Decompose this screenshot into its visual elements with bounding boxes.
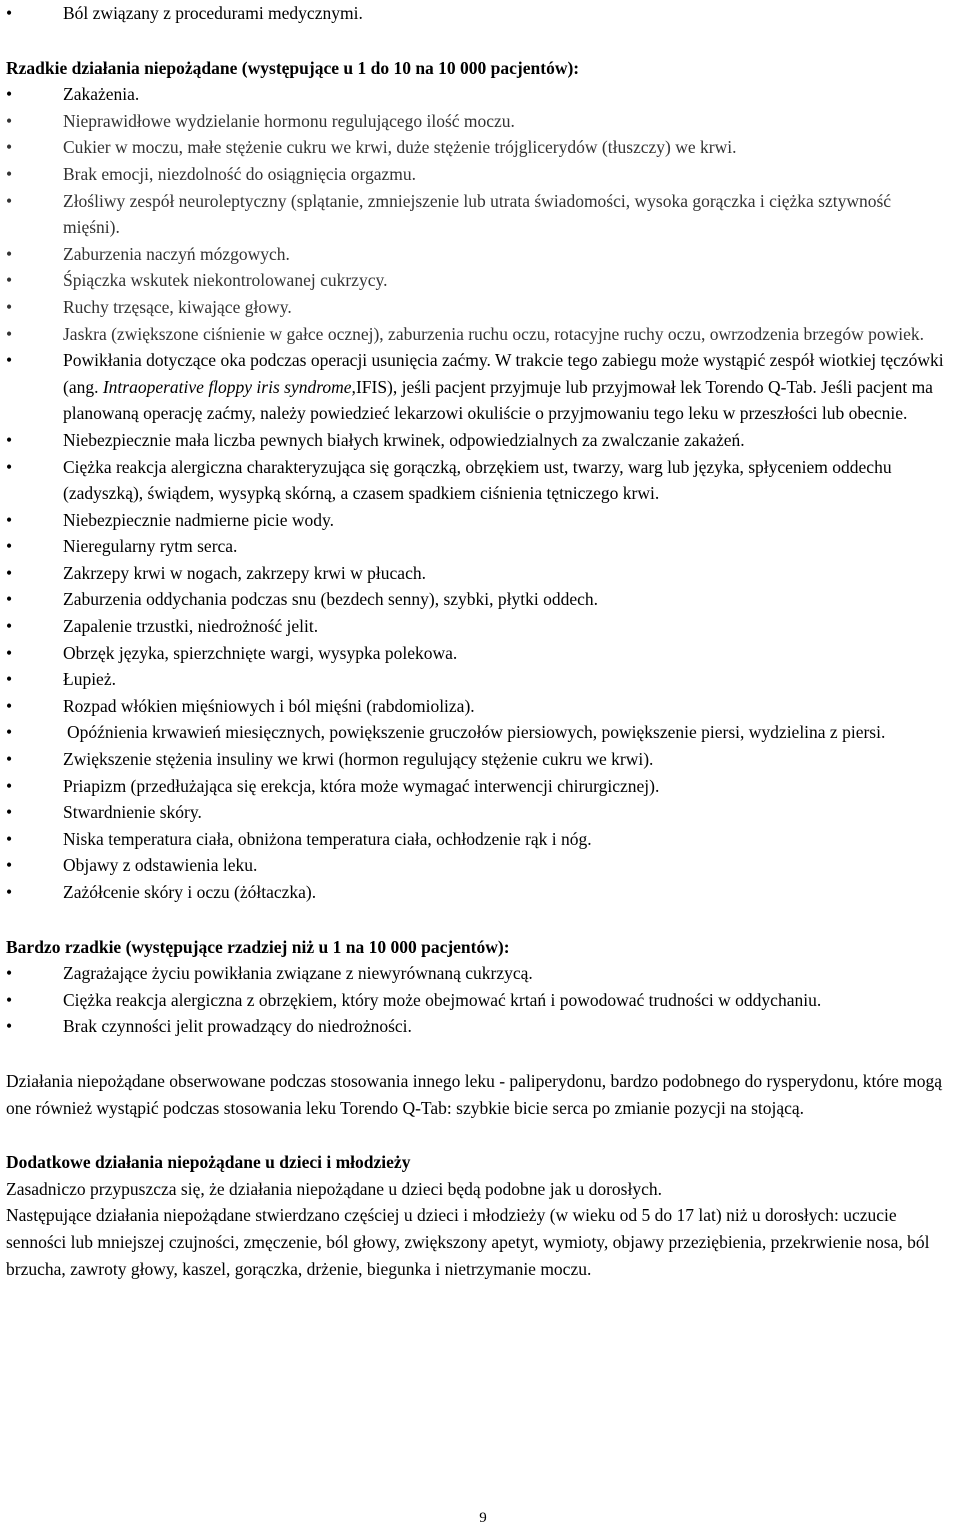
list-item: • Ból związany z procedurami medycznymi.	[0, 0, 960, 27]
list-item: • Objawy z odstawienia leku.	[0, 852, 960, 879]
list-item: • Obrzęk języka, spierzchnięte wargi, wysypka polekowa.	[0, 640, 960, 667]
ifis-text-italic: Intraoperative floppy iris syndrome,	[102, 376, 356, 397]
list-item: • Ruchy trzęsące, kiwające głowy.	[0, 294, 960, 321]
list-item: • Brak emocji, niezdolność do osiągnięcia orgazmu.	[0, 161, 960, 188]
list-item: • Zagrażające życiu powikłania związane z niewyrównaną cukrzycą.	[0, 960, 960, 987]
list-item: • Cukier w moczu, małe stężenie cukru we krwi, duże stężenie trójglicerydów (tłuszczy) we krwi.	[0, 134, 960, 161]
list-item: • Śpiączka wskutek niekontrolowanej cukrzycy.	[0, 267, 960, 294]
list-item: • Nieprawidłowe wydzielanie hormonu regulującego ilość moczu.	[0, 108, 960, 135]
list-item: • Zwiększenie stężenia insuliny we krwi (hormon regulujący stężenie cukru we krwi).	[0, 746, 960, 773]
bullet-list-very-rare	[0, 960, 960, 1040]
page-number: 9	[479, 1510, 487, 1526]
list-item: • Zakrzepy krwi w nogach, zakrzepy krwi w płucach.	[0, 560, 960, 587]
list-item: • Rozpad włókien mięśniowych i ból mięśni (rabdomioliza).	[0, 693, 960, 720]
children-paragraph-1: Zasadniczo przypuszcza się, że działania niepożądane u dzieci będą podobne jak u dorosłych.	[6, 1178, 662, 1199]
ifis-text-2: IFIS), jeśli pacjent przyjmuje lub przyjmował lek Torendo Q-Tab. Jeśli pacjent ma planowaną operację zaćmy, należy powiedzieć lekarzowi okuliście o przyjmowaniu tego leku w przeszłości lub obecnie.	[63, 376, 933, 424]
list-item: • Priapizm (przedłużająca się erekcja, która może wymagać interwencji chirurgicznej).	[0, 773, 960, 800]
list-item: • Złośliwy zespół neuroleptyczny (splątanie, zmniejszenie lub utrata świadomości, wysoka gorączka i ciężka sztywność mięśni).	[0, 188, 960, 241]
list-item: • Brak czynności jelit prowadzący do niedrożności.	[0, 1013, 960, 1040]
list-item: • Niska temperatura ciała, obniżona temperatura ciała, ochłodzenie rąk i nóg.	[0, 826, 960, 853]
ifis-text-1: Powikłania dotyczące oka podczas operacji usunięcia zaćmy. W trakcie tego zabiegu może wystąpić zespół wiotkiej tęczówki (ang.	[63, 350, 944, 397]
list-item: • Zaburzenia oddychania podczas snu (bezdech senny), szybki, płytki oddech.	[0, 586, 960, 613]
list-item: • Zaburzenia naczyń mózgowych.	[0, 241, 960, 268]
list-item: • Niebezpiecznie mała liczba pewnych białych krwinek, odpowiedzialnych za zwalczanie zakażeń.	[0, 427, 960, 454]
list-item: • Opóźnienia krwawień miesięcznych, powiększenie gruczołów piersiowych, powiększenie piersi, wydzielina z piersi.	[0, 719, 960, 746]
list-item: • Zażółcenie skóry i oczu (żółtaczka).	[0, 879, 960, 906]
list-item: • Zakażenia.	[0, 81, 960, 108]
list-item: • Niebezpiecznie nadmierne picie wody.	[0, 507, 960, 534]
list-item-ifis	[0, 347, 960, 427]
section-heading-children: Dodatkowe działania niepożądane u dzieci i młodzieży	[6, 1152, 411, 1173]
list-item: • Nieregularny rytm serca.	[0, 533, 960, 560]
list-item: • Zapalenie trzustki, niedrożność jelit.	[0, 613, 960, 640]
list-item: • Stwardnienie skóry.	[0, 799, 960, 826]
list-item: • Ciężka reakcja alergiczna z obrzękiem, który może obejmować krtań i powodować trudności w oddychaniu.	[0, 987, 960, 1014]
section-heading-rare: Rzadkie działania niepożądane (występujące u 1 do 10 na 10 000 pacjentów):	[6, 57, 580, 78]
bullet-list-top	[0, 0, 960, 27]
list-item: • Łupież.	[0, 666, 960, 693]
list-item: • Jaskra (zwiększone ciśnienie w gałce ocznej), zaburzenia ruchu oczu, rotacyjne ruchy oczu, owrzodzenia brzegów powiek.	[0, 321, 960, 348]
list-item: • Ciężka reakcja alergiczna charakteryzująca się gorączką, obrzękiem ust, twarzy, warg lub języka, spłyceniem oddechu (zadyszką), świądem, wysypką skórną, a czasem spadkiem ciśnienia tętniczego krwi.	[0, 454, 960, 507]
children-paragraph-2: Następujące działania niepożądane stwierdzano częściej u dzieci i młodzieży (w wieku od 5 do 17 lat) niż u dorosłych: uczucie senności lub mniejszej czujności, zmęczenie, ból głowy, zwiększony apetyt, wymioty, objawy przeziębienia, przekrwienie nosa, ból brzucha, zawroty głowy, kaszel, gorączka, drżenie, biegunka i nietrzymanie moczu.	[6, 1205, 930, 1279]
bullet-list-rare	[0, 81, 960, 905]
section-heading-very-rare: Bardzo rzadkie (występujące rzadziej niż u 1 na 10 000 pacjentów):	[6, 936, 510, 957]
paliperidone-paragraph: Działania niepożądane obserwowane podczas stosowania innego leku - paliperydonu, bardzo podobnego do rysperydonu, które mogą one również wystąpić podczas stosowania leku Torendo Q-Tab: szybkie bicie serca po zmianie pozycji na stojącą.	[6, 1070, 942, 1118]
